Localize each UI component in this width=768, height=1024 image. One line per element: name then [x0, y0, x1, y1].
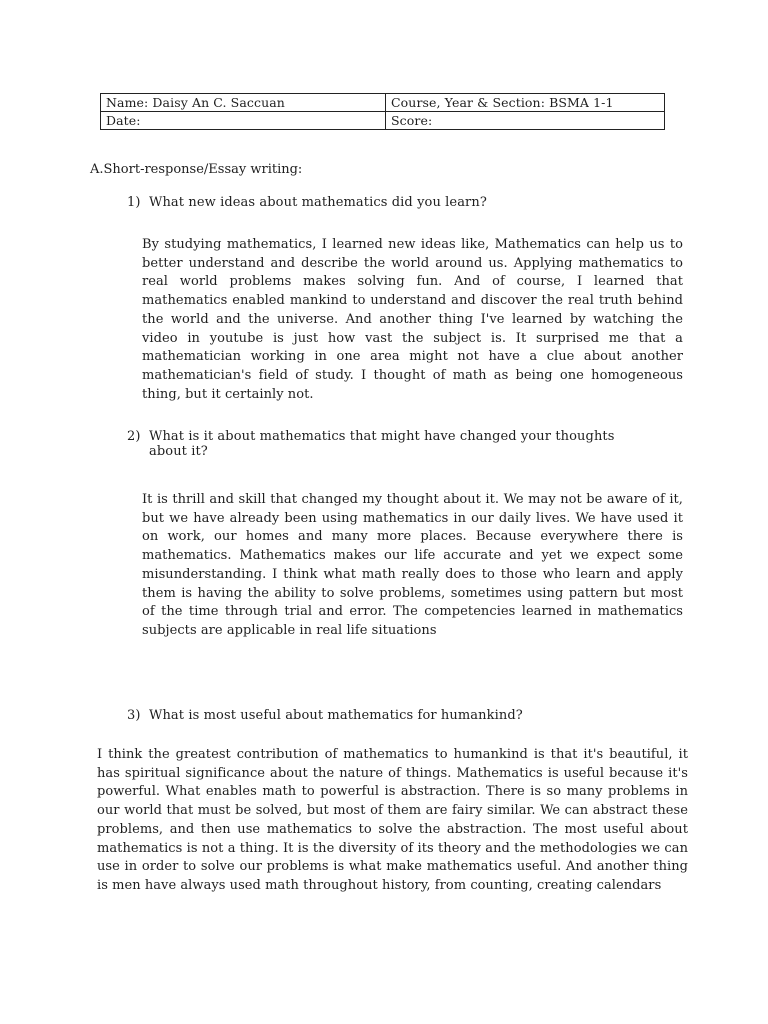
question-text: What is most useful about mathematics for humankind? [149, 708, 523, 723]
question-2 [127, 429, 682, 459]
question-1 [127, 195, 487, 210]
question-number: 3) [127, 708, 141, 723]
date-cell: Date: [101, 112, 386, 130]
answer-2: It is thrill and skill that changed my thought about it. We may not be aware of it, but we have already been using mathematics in our daily lives. We have used it on work, our homes and many more places. Because everywhere there is mathematics. Mathematics makes our life accurate and yet we expect some misunderstanding. I think what math really does to those who learn and apply them is having the ability to solve problems, sometimes using pattern but most of the time through trial and error. The competencies learned in mathematics subjects are applicable in real life situations [142, 492, 683, 638]
question-text: What is it about mathematics that might have changed your thoughts [149, 429, 615, 444]
question-text-continued: about it? [149, 444, 208, 459]
table-row [101, 112, 665, 130]
answer-1: By studying mathematics, I learned new ideas like, Mathematics can help us to better understand and describe the world around us. Applying mathematics to real world problems makes solving fun. And of course, I learned that mathematics enabled mankind to understand and discover the real truth behind the world and the universe. And another thing I've learned by watching the video in youtube is just how vast the subject is. It surprised me that a mathematician working in one area might not have a clue about another mathematician's field of study. I thought of math as being one homogeneous thing, but it certainly not. [142, 237, 683, 402]
question-text: What new ideas about mathematics did you learn? [149, 195, 487, 210]
student-info-table [100, 93, 665, 130]
score-cell: Score: [386, 112, 665, 130]
question-number: 2) [127, 429, 141, 444]
table-row [101, 94, 665, 112]
course-cell: Course, Year & Section: BSMA 1-1 [386, 94, 665, 112]
name-cell: Name: Daisy An C. Saccuan [101, 94, 386, 112]
question-number: 1) [127, 195, 141, 210]
section-title: A.Short-response/Essay writing: [90, 162, 303, 177]
question-3 [127, 708, 523, 723]
answer-3: I think the greatest contribution of mathematics to humankind is that it's beautiful, it has spiritual significance about the nature of things. Mathematics is useful because it's powerful. What enables math to powerful is abstraction. There is so many problems in our world that must be solved, but most of them are fairy similar. We can abstract these problems, and then use mathematics to solve the abstraction. The most useful about mathematics is not a thing. It is the diversity of its theory and the methodologies we can use in order to solve our problems is what make mathematics useful. And another thing is men have always used math throughout history, from counting, creating calendars [97, 747, 688, 893]
